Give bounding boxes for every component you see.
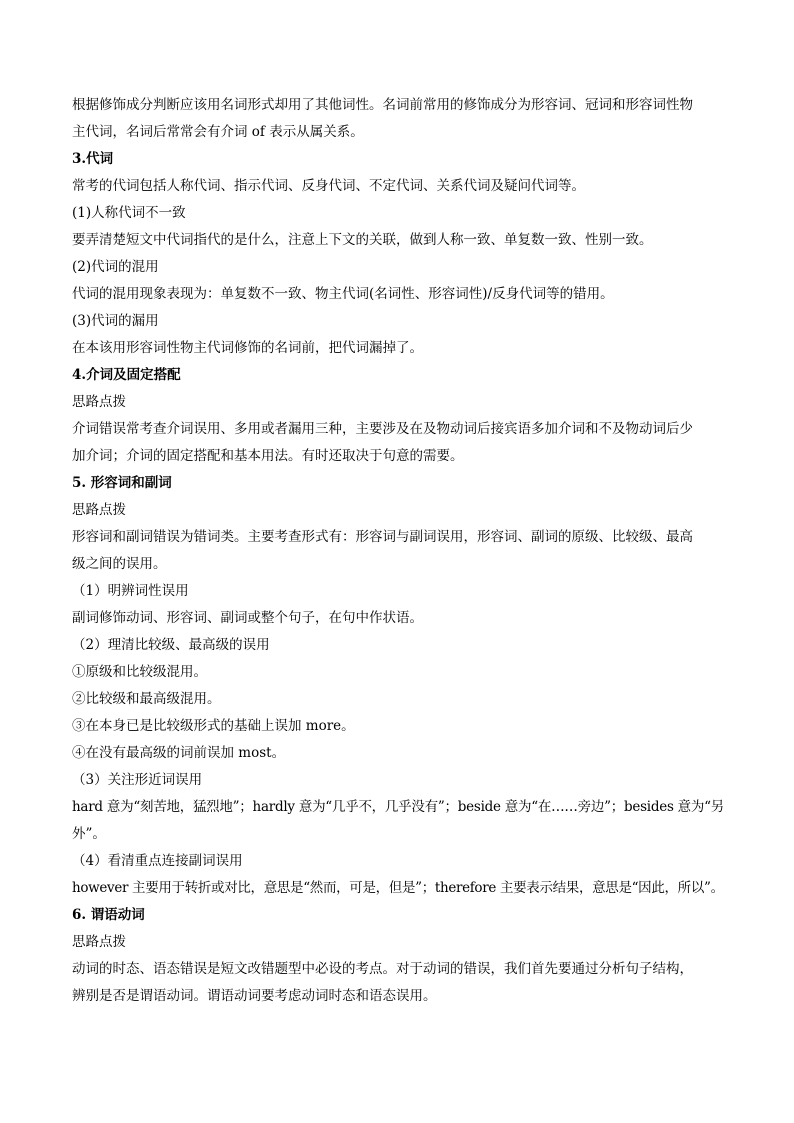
- body-text-line: 代词的混用现象表现为：单复数不一致、物主代词(名词性、形容词性)/反身代词等的错用。: [72, 286, 614, 302]
- body-text-line: however 主要用于转折或对比，意思是“然而，可是，但是”；therefore 主要表示结果，意思是“因此，所以”。: [72, 880, 724, 896]
- body-text-line: hard 意为“刻苦地，猛烈地”；hardly 意为“几乎不，几乎没有”；beside 意为“在……旁边”；besides 意为“另: [72, 799, 725, 815]
- tip-label: 思路点拨: [72, 394, 126, 410]
- body-text-line: 介词错误常考查介词误用、多用或者漏用三种，主要涉及在及物动词后接宾语多加介词和不及物动词后少: [72, 421, 693, 437]
- tip-label: 思路点拨: [72, 934, 126, 950]
- body-text-line: 加介词；介词的固定搭配和基本用法。有时还取决于句意的需要。: [72, 448, 464, 464]
- body-text-line: 级之间的误用。: [72, 556, 167, 572]
- tip-label: 思路点拨: [72, 502, 126, 518]
- body-text-line: 外”。: [72, 826, 106, 842]
- body-text-line: 主代词，名词后常常会有介词 of 表示从属关系。: [72, 124, 364, 140]
- body-text-line: 在本该用形容词性物主代词修饰的名词前，把代词漏掉了。: [72, 340, 423, 356]
- subheading: (2)代词的混用: [72, 259, 159, 275]
- list-item: ③在本身已是比较级形式的基础上误加 more。: [72, 718, 355, 734]
- body-text-line: 形容词和副词错误为错词类。主要考查形式有：形容词与副词误用，形容词、副词的原级、比较级、最高: [72, 529, 693, 545]
- section-heading-prepositions: 4.介词及固定搭配: [72, 367, 181, 383]
- body-text-line: 常考的代词包括人称代词、指示代词、反身代词、不定代词、关系代词及疑问代词等。: [72, 178, 585, 194]
- body-text-line: 动词的时态、语态错误是短文改错题型中必设的考点。对于动词的错误，我们首先要通过分析句子结构，: [72, 961, 693, 977]
- list-item: ④在没有最高级的词前误加 most。: [72, 745, 286, 761]
- body-text-line: 副词修饰动词、形容词、副词或整个句子，在句中作状语。: [72, 610, 423, 626]
- section-heading-adjectives-adverbs: 5. 形容词和副词: [72, 475, 172, 491]
- body-text-line: 要弄清楚短文中代词指代的是什么，注意上下文的关联，做到人称一致、单复数一致、性别一致。: [72, 232, 653, 248]
- section-heading-pronouns: 3.代词: [72, 151, 114, 167]
- subheading: （4）看清重点连接副词误用: [72, 853, 243, 869]
- body-text-line: 根据修饰成分判断应该用名词形式却用了其他词性。名词前常用的修饰成分为形容词、冠词和形容词性物: [72, 97, 693, 113]
- list-item: ①原级和比较级混用。: [72, 664, 207, 680]
- list-item: ②比较级和最高级混用。: [72, 691, 221, 707]
- document-page: [72, 92, 724, 1010]
- body-text-line: 辨别是否是谓语动词。谓语动词要考虑动词时态和语态误用。: [72, 988, 437, 1004]
- subheading: （1）明辨词性误用: [72, 583, 189, 599]
- subheading: (1)人称代词不一致: [72, 205, 186, 221]
- section-heading-predicate-verbs: 6. 谓语动词: [72, 907, 145, 923]
- subheading: （2）理清比较级、最高级的误用: [72, 637, 270, 653]
- subheading: (3)代词的漏用: [72, 313, 159, 329]
- subheading: （3）关注形近词误用: [72, 772, 203, 788]
